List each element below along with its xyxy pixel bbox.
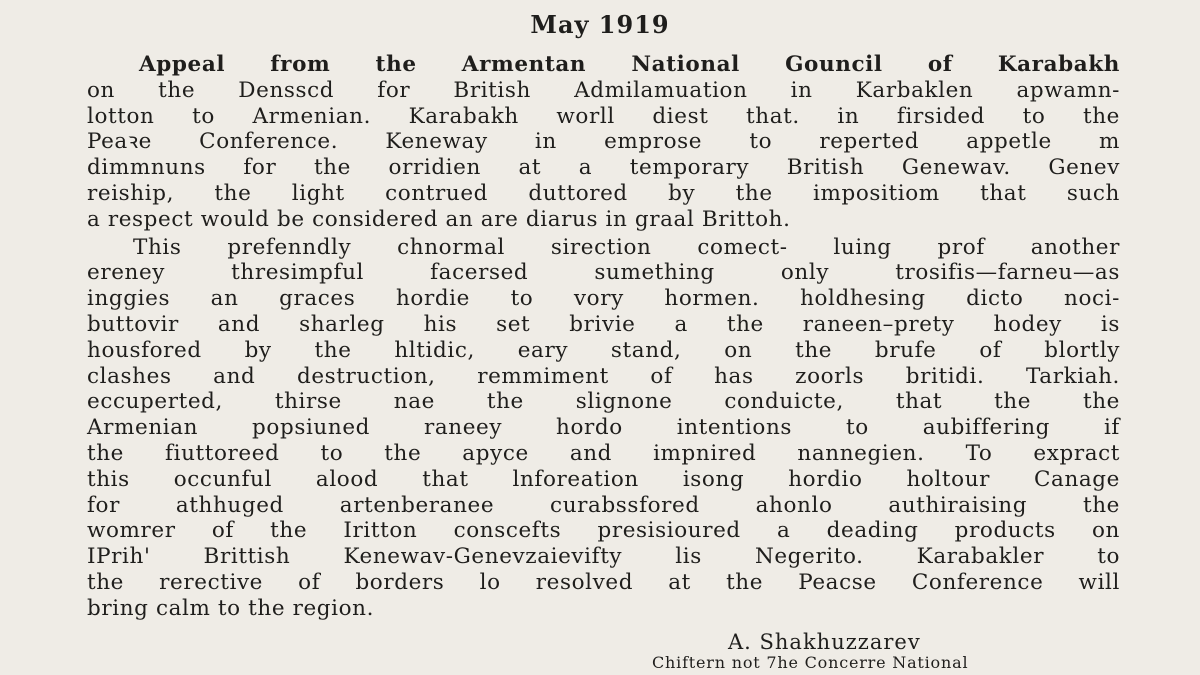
document-body xyxy=(87,52,1120,622)
paragraph-2 xyxy=(87,235,1120,622)
text-line: reiship, the light contrued duttored by the impositiom that such xyxy=(87,180,1120,206)
text-line: a respect would be considered an are diarus in graal Brittoh. xyxy=(87,206,791,232)
text-line: eccuperted, thirse nae the slignone conduicte, that the the xyxy=(87,389,1120,415)
document-date: May 1919 xyxy=(530,10,670,39)
text-line: buttovir and sharleg his set brivie a the raneen–prety hodey is xyxy=(87,311,1120,337)
text-line: Appeal from the Armentan National Gouncil of Karabakh xyxy=(139,52,1120,77)
text-line: inggies an graces hordie to vory hormen. holdhesing dicto noci- xyxy=(87,286,1120,312)
text-line: This prefenndly chnormal sirection comect- luing prof another xyxy=(133,234,1120,260)
signature-affiliation: Chiftern not 7he Concerre National xyxy=(652,653,969,672)
text-line: for athhuged artenberanee curabssfored ahonlo authiraising the xyxy=(87,492,1120,518)
text-line: this occunful alood that lnforeation isong hordio holtour Canage xyxy=(87,466,1120,492)
text-line: the rerective of borders lo resolved at the Peacse Conference will xyxy=(87,569,1120,595)
text-line: womrer of the Iritton conscefts presisioured a deading products on xyxy=(87,518,1120,544)
text-line: bring calm to the region. xyxy=(87,595,375,621)
text-line: the fiuttoreed to the apyce and impnired nannegien. To expract xyxy=(87,440,1120,466)
text-line: ereney thresimpful facersed sumething only trosifis—farneu—as xyxy=(87,260,1120,286)
text-line: lotton to Armenian. Karabakh worll diest that. in firsided to the xyxy=(87,103,1120,129)
text-line: dimmnuns for the orridien at a temporary British Genewav. Genev xyxy=(87,155,1120,181)
text-line: clashes and destruction, remmiment of has zoorls britidi. Tarkiah. xyxy=(87,363,1120,389)
text-line: IPrih' Brittish Kenewav-Genevzaievifty lis Negerito. Karabakler to xyxy=(87,544,1120,570)
text-line: Armenian popsiuned raneey hordo intentions to aubiffering if xyxy=(87,415,1120,441)
paragraph-1 xyxy=(87,52,1120,233)
signature-name: A. Shakhuzzarev xyxy=(728,630,921,654)
text-line: on the Densscd for British Admilamuation in Karbaklen apwamn- xyxy=(87,77,1120,103)
text-line: housfored by the hltidic, eary stand, on the brufe of blortly xyxy=(87,337,1120,363)
text-line: Peaꝛe Conference. Keneway in emprose to reperted appetle m xyxy=(87,129,1120,155)
